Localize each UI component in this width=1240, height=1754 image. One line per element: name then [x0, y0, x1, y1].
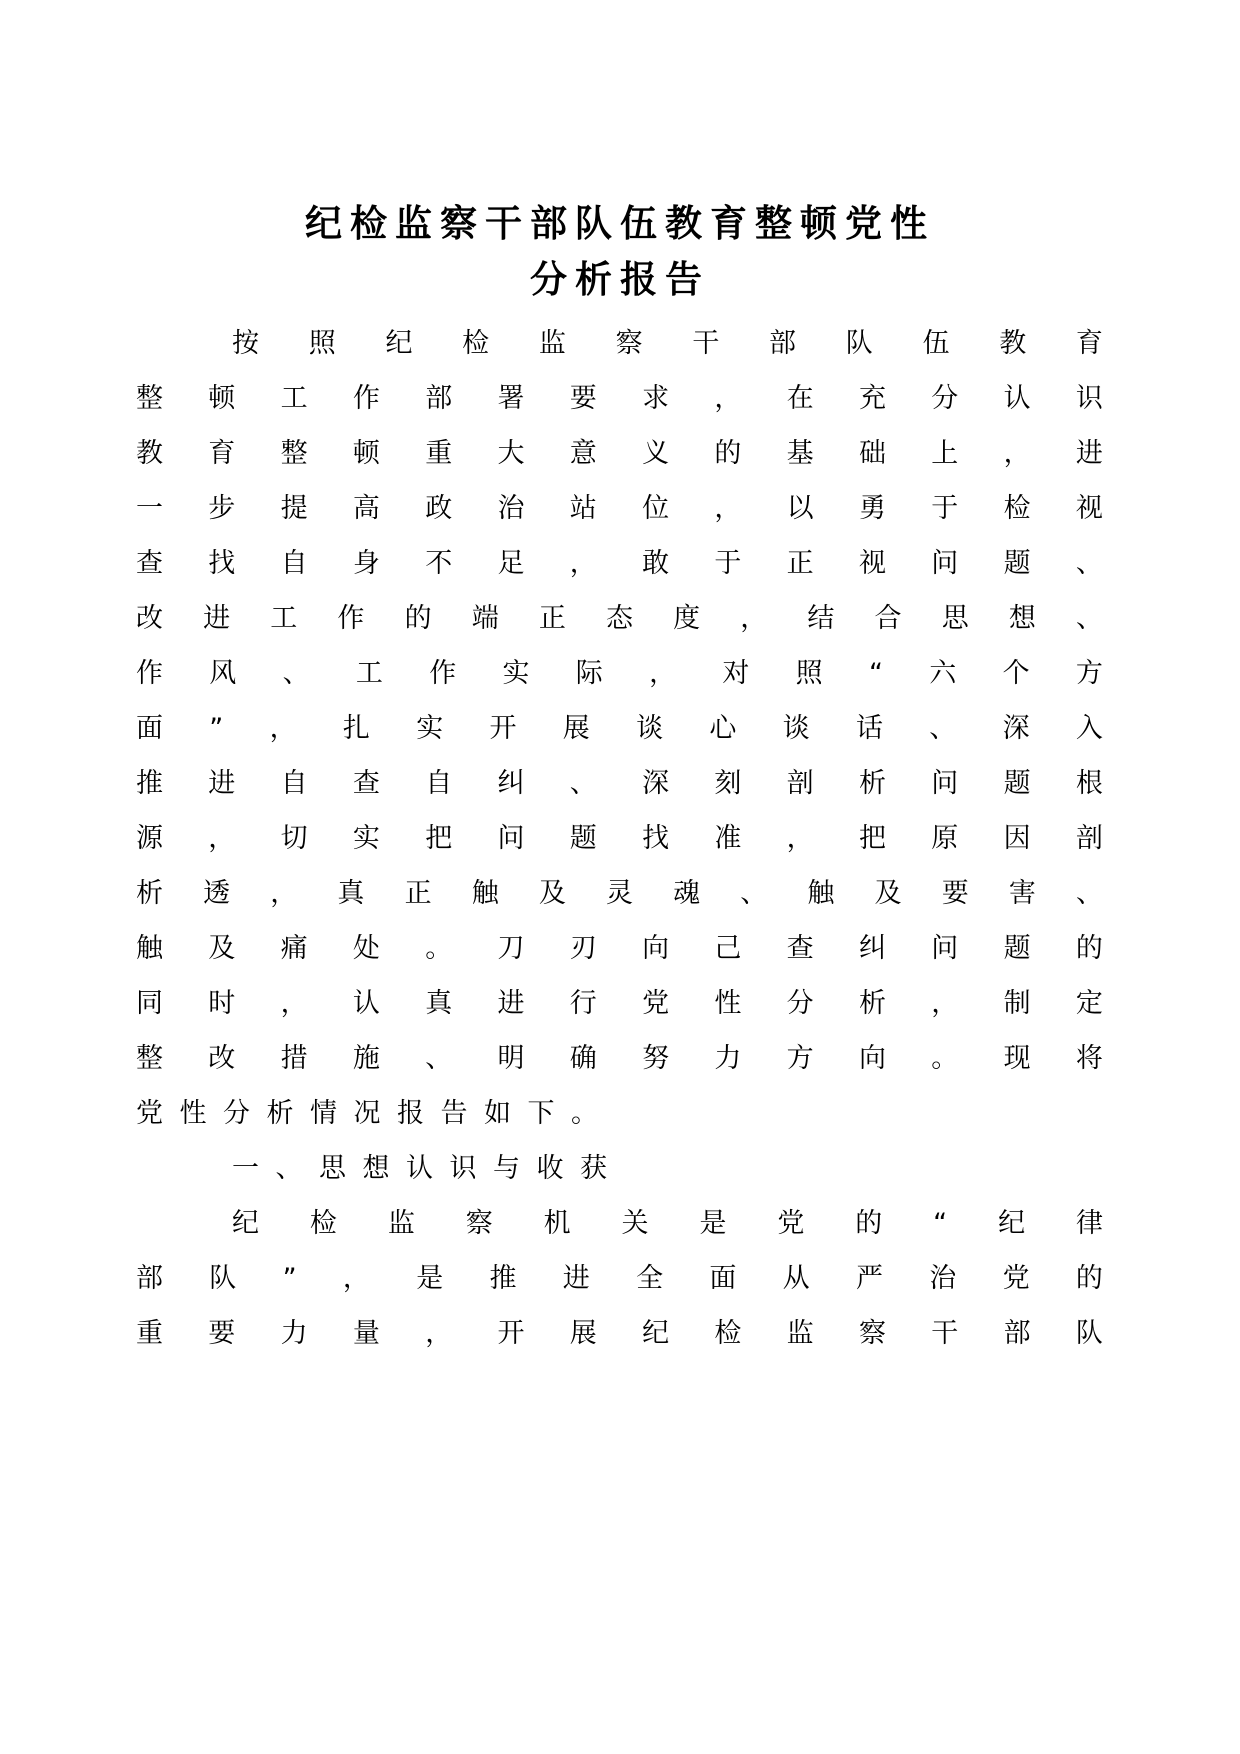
- glyph: 面: [136, 713, 164, 744]
- paragraph-line: [136, 1306, 1104, 1361]
- glyph: 视: [858, 548, 887, 579]
- glyph: 找: [642, 823, 671, 854]
- glyph: 进: [497, 988, 526, 1019]
- glyph: 查: [786, 933, 815, 964]
- glyph: ，: [208, 823, 237, 854]
- glyph: 力: [280, 1318, 309, 1349]
- page-title: [136, 196, 1104, 308]
- glyph: 进: [1075, 438, 1104, 469]
- glyph: 己: [714, 933, 743, 964]
- glyph: 题: [1003, 768, 1032, 799]
- glyph: 的: [404, 603, 433, 634]
- glyph: 处: [352, 933, 381, 964]
- glyph: 步: [208, 493, 237, 524]
- glyph: 、: [282, 658, 311, 689]
- glyph: ，: [714, 493, 743, 524]
- glyph: 制: [1003, 988, 1032, 1019]
- glyph: 行: [569, 988, 598, 1019]
- glyph: 部: [136, 1263, 164, 1294]
- glyph: 进: [562, 1263, 591, 1294]
- glyph: 检: [309, 1208, 338, 1239]
- glyph: 推: [136, 768, 164, 799]
- glyph: 、: [425, 1043, 454, 1074]
- glyph: 魂: [673, 878, 702, 909]
- glyph: 明: [497, 1043, 526, 1074]
- glyph: ，: [740, 603, 769, 634]
- glyph: 机: [543, 1208, 572, 1239]
- glyph: 话: [855, 713, 884, 744]
- paragraph-line: [136, 921, 1104, 976]
- document-content: [136, 196, 1104, 1361]
- glyph: 真: [337, 878, 366, 909]
- glyph: ，: [342, 1263, 371, 1294]
- glyph: 治: [497, 493, 526, 524]
- glyph: 问: [931, 768, 960, 799]
- glyph: 教: [136, 438, 164, 469]
- glyph: 定: [1075, 988, 1104, 1019]
- glyph: 部: [1003, 1318, 1032, 1349]
- glyph: 量: [352, 1318, 381, 1349]
- glyph: 面: [709, 1263, 738, 1294]
- glyph: 、: [740, 878, 769, 909]
- glyph: 、: [1075, 548, 1104, 579]
- glyph: 正: [538, 603, 567, 634]
- paragraph-line: [136, 866, 1104, 921]
- glyph: 基: [786, 438, 815, 469]
- glyph: 干: [692, 328, 721, 359]
- glyph: 谈: [782, 713, 811, 744]
- glyph: 思: [941, 603, 970, 634]
- glyph: 整: [136, 383, 164, 414]
- glyph: 上: [931, 438, 960, 469]
- glyph: ”: [209, 713, 225, 744]
- glyph: 、: [569, 768, 598, 799]
- glyph: 刀: [497, 933, 526, 964]
- glyph: 提: [280, 493, 309, 524]
- glyph: 工: [280, 383, 309, 414]
- glyph: 顿: [208, 383, 237, 414]
- glyph: ，: [649, 658, 678, 689]
- glyph: 开: [497, 1318, 526, 1349]
- glyph: 现: [1003, 1043, 1032, 1074]
- glyph: 把: [425, 823, 454, 854]
- glyph: 纠: [497, 768, 526, 799]
- glyph: 正: [786, 548, 815, 579]
- paragraph-line: [136, 1196, 1104, 1251]
- glyph: 题: [1003, 548, 1032, 579]
- glyph: 切: [280, 823, 309, 854]
- glyph: 认: [352, 988, 381, 1019]
- glyph: 。: [931, 1043, 960, 1074]
- glyph: 站: [569, 493, 598, 524]
- glyph: 谈: [636, 713, 665, 744]
- glyph: 深: [1002, 713, 1031, 744]
- glyph: 的: [1075, 933, 1104, 964]
- glyph: 纪: [232, 1208, 260, 1239]
- glyph: 全: [636, 1263, 665, 1294]
- glyph: ”: [282, 1263, 298, 1294]
- glyph: 治: [929, 1263, 958, 1294]
- glyph: 的: [714, 438, 743, 469]
- paragraph-line: [136, 316, 1104, 371]
- glyph: 整: [280, 438, 309, 469]
- glyph: 实: [352, 823, 381, 854]
- glyph: 顿: [352, 438, 381, 469]
- glyph: 工: [355, 658, 384, 689]
- glyph: 作: [136, 658, 164, 689]
- glyph: 是: [416, 1263, 445, 1294]
- glyph: 开: [489, 713, 518, 744]
- glyph: 育: [1075, 328, 1104, 359]
- glyph: 从: [782, 1263, 811, 1294]
- glyph: ，: [931, 988, 960, 1019]
- glyph: 伍: [922, 328, 951, 359]
- glyph: ，: [280, 988, 309, 1019]
- glyph: 党: [1002, 1263, 1031, 1294]
- paragraph-line: [136, 591, 1104, 646]
- glyph: 严: [855, 1263, 884, 1294]
- glyph: 透: [203, 878, 232, 909]
- paragraph-line: [136, 811, 1104, 866]
- glyph: 大: [497, 438, 526, 469]
- glyph: 监: [786, 1318, 815, 1349]
- glyph: 、: [1075, 878, 1104, 909]
- glyph: 政: [425, 493, 454, 524]
- glyph: 问: [931, 933, 960, 964]
- glyph: 在: [786, 383, 815, 414]
- glyph: 纪: [642, 1318, 671, 1349]
- glyph: 认: [1003, 383, 1032, 414]
- glyph: 查: [352, 768, 381, 799]
- paragraph-line: [136, 426, 1104, 481]
- glyph: 察: [615, 328, 644, 359]
- glyph: 队: [1075, 1318, 1104, 1349]
- glyph: 准: [714, 823, 743, 854]
- page-title-line-1: 纪检监察干部队伍教育整顿党性: [305, 202, 935, 245]
- glyph: 队: [209, 1263, 238, 1294]
- glyph: 正: [404, 878, 433, 909]
- glyph: 自: [280, 768, 309, 799]
- glyph: 个: [1002, 658, 1031, 689]
- glyph: 六: [929, 658, 958, 689]
- glyph: 入: [1075, 713, 1104, 744]
- glyph: 自: [425, 768, 454, 799]
- glyph: 是: [699, 1208, 728, 1239]
- glyph: 的: [855, 1208, 884, 1239]
- glyph: 以: [786, 493, 815, 524]
- glyph: 按: [232, 328, 260, 359]
- glyph: 要: [569, 383, 598, 414]
- glyph: 要: [941, 878, 970, 909]
- glyph: 作: [337, 603, 366, 634]
- glyph: 析: [136, 878, 164, 909]
- glyph: 题: [1003, 933, 1032, 964]
- glyph: 深: [642, 768, 671, 799]
- glyph: 进: [203, 603, 232, 634]
- glyph: 检: [462, 328, 491, 359]
- glyph: 足: [497, 548, 526, 579]
- paragraph-intro: [136, 316, 1104, 1141]
- glyph: 自: [280, 548, 309, 579]
- glyph: 照: [308, 328, 337, 359]
- glyph: 合: [874, 603, 903, 634]
- paragraph-section-1-body: [136, 1196, 1104, 1361]
- glyph: 心: [709, 713, 738, 744]
- glyph: 展: [569, 1318, 598, 1349]
- glyph: 向: [642, 933, 671, 964]
- glyph: 工: [270, 603, 299, 634]
- glyph: 时: [208, 988, 237, 1019]
- glyph: 施: [352, 1043, 381, 1074]
- glyph: 源: [136, 823, 164, 854]
- glyph: 教: [999, 328, 1028, 359]
- glyph: 扎: [342, 713, 371, 744]
- glyph: 检: [1003, 493, 1032, 524]
- glyph: 同: [136, 988, 164, 1019]
- glyph: 于: [931, 493, 960, 524]
- glyph: 党: [642, 988, 671, 1019]
- glyph: 意: [569, 438, 598, 469]
- glyph: 把: [858, 823, 887, 854]
- glyph: 一: [136, 493, 164, 524]
- glyph: 于: [714, 548, 743, 579]
- glyph: 措: [280, 1043, 309, 1074]
- glyph: 视: [1075, 493, 1104, 524]
- paragraph-line: [136, 1251, 1104, 1306]
- glyph: “: [933, 1208, 949, 1239]
- paragraph-line: [136, 756, 1104, 811]
- glyph: 、: [1075, 603, 1104, 634]
- glyph: 根: [1075, 768, 1104, 799]
- paragraph-line: [136, 536, 1104, 591]
- glyph: 改: [136, 603, 164, 634]
- glyph: ，: [425, 1318, 454, 1349]
- glyph: 署: [497, 383, 526, 414]
- glyph: 结: [807, 603, 836, 634]
- glyph: 敢: [642, 548, 671, 579]
- glyph: ，: [1003, 438, 1032, 469]
- glyph: 关: [621, 1208, 650, 1239]
- glyph: 充: [858, 383, 887, 414]
- glyph: 向: [858, 1043, 887, 1074]
- glyph: 真: [425, 988, 454, 1019]
- glyph: 照: [795, 658, 824, 689]
- glyph: 刻: [714, 768, 743, 799]
- glyph: 作: [352, 383, 381, 414]
- glyph: 育: [208, 438, 237, 469]
- glyph: 分: [786, 988, 815, 1019]
- glyph: 度: [673, 603, 702, 634]
- glyph: ，: [269, 713, 298, 744]
- glyph: ，: [270, 878, 299, 909]
- glyph: 进: [208, 768, 237, 799]
- glyph: 风: [209, 658, 238, 689]
- glyph: 及: [538, 878, 567, 909]
- glyph: 高: [352, 493, 381, 524]
- glyph: 确: [569, 1043, 598, 1074]
- glyph: 想: [1008, 603, 1037, 634]
- glyph: 及: [874, 878, 903, 909]
- glyph: 查: [136, 548, 164, 579]
- glyph: 努: [642, 1043, 671, 1074]
- paragraph-line: [136, 371, 1104, 426]
- glyph: 原: [931, 823, 960, 854]
- glyph: 推: [489, 1263, 518, 1294]
- glyph: 析: [858, 988, 887, 1019]
- glyph: 态: [605, 603, 634, 634]
- glyph: 问: [497, 823, 526, 854]
- glyph: 义: [642, 438, 671, 469]
- glyph: 要: [208, 1318, 237, 1349]
- glyph: 律: [1075, 1208, 1104, 1239]
- glyph: 干: [931, 1318, 960, 1349]
- glyph: 害: [1008, 878, 1037, 909]
- glyph: 纪: [385, 328, 414, 359]
- glyph: 力: [714, 1043, 743, 1074]
- glyph: 实: [502, 658, 531, 689]
- glyph: 重: [425, 438, 454, 469]
- glyph: 纠: [858, 933, 887, 964]
- glyph: 纪: [998, 1208, 1027, 1239]
- page-title-line-2: 分析报告: [530, 258, 710, 301]
- glyph: 的: [1075, 1263, 1104, 1294]
- glyph: 对: [722, 658, 751, 689]
- paragraph-line: [136, 1031, 1104, 1086]
- glyph: 分: [931, 383, 960, 414]
- glyph: 勇: [858, 493, 887, 524]
- glyph: 位: [642, 493, 671, 524]
- glyph: 求: [642, 383, 671, 414]
- glyph: 剖: [1075, 823, 1104, 854]
- glyph: 性: [714, 988, 743, 1019]
- glyph: 、: [929, 713, 958, 744]
- glyph: 改: [208, 1043, 237, 1074]
- glyph: ，: [786, 823, 815, 854]
- glyph: 部: [425, 383, 454, 414]
- glyph: 找: [208, 548, 237, 579]
- glyph: 整: [136, 1043, 164, 1074]
- paragraph-line: [136, 481, 1104, 536]
- glyph: 剖: [786, 768, 815, 799]
- glyph: 问: [931, 548, 960, 579]
- glyph: 不: [425, 548, 454, 579]
- glyph: 触: [471, 878, 500, 909]
- glyph: “: [868, 658, 884, 689]
- glyph: 部: [769, 328, 798, 359]
- glyph: 作: [429, 658, 458, 689]
- paragraph-line: [136, 701, 1104, 756]
- glyph: 识: [1075, 383, 1104, 414]
- glyph: 方: [786, 1043, 815, 1074]
- glyph: 题: [569, 823, 598, 854]
- glyph: 检: [714, 1318, 743, 1349]
- glyph: 痛: [280, 933, 309, 964]
- glyph: 因: [1003, 823, 1032, 854]
- glyph: 析: [858, 768, 887, 799]
- glyph: 重: [136, 1318, 164, 1349]
- glyph: 方: [1075, 658, 1104, 689]
- glyph: 身: [352, 548, 381, 579]
- glyph: 监: [538, 328, 567, 359]
- paragraph-line: 党性分析情况报告如下。: [136, 1098, 615, 1129]
- glyph: 灵: [605, 878, 634, 909]
- glyph: ，: [569, 548, 598, 579]
- glyph: 党: [777, 1208, 806, 1239]
- paragraph-line: [136, 976, 1104, 1031]
- glyph: 端: [471, 603, 500, 634]
- glyph: 刃: [569, 933, 598, 964]
- glyph: 。: [425, 933, 454, 964]
- glyph: 触: [136, 933, 164, 964]
- glyph: 及: [208, 933, 237, 964]
- paragraph-line: [136, 646, 1104, 701]
- glyph: 触: [807, 878, 836, 909]
- glyph: 察: [858, 1318, 887, 1349]
- glyph: 察: [465, 1208, 494, 1239]
- glyph: 监: [387, 1208, 416, 1239]
- glyph: 展: [562, 713, 591, 744]
- section-heading-1: 一、思想认识与收获: [232, 1153, 624, 1184]
- glyph: 将: [1075, 1043, 1104, 1074]
- glyph: 际: [575, 658, 604, 689]
- glyph: 础: [858, 438, 887, 469]
- glyph: ，: [714, 383, 743, 414]
- glyph: 队: [845, 328, 874, 359]
- glyph: 实: [416, 713, 445, 744]
